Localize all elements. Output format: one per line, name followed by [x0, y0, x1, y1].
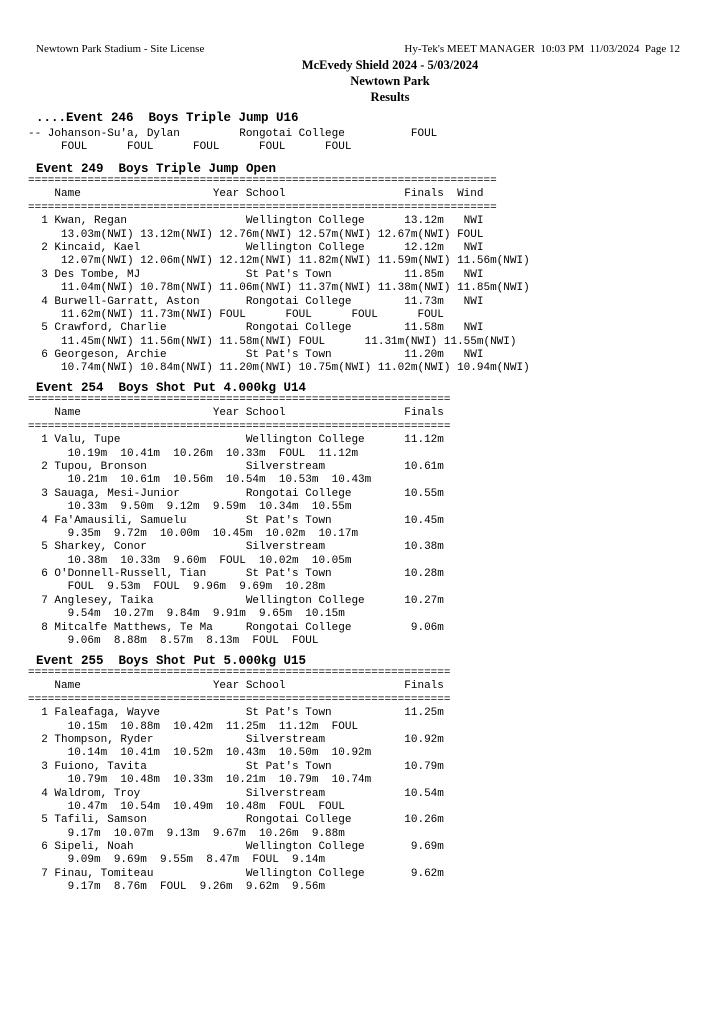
result-line: ================================================================	[28, 667, 451, 679]
result-line: -- Johanson-Su'a, Dylan Rongotai College FOUL	[28, 128, 438, 140]
event-255-title: Event 255 Boys Shot Put 5.000kg U15	[36, 654, 307, 668]
result-line: 2 Tupou, Bronson Silverstream 10.61m	[28, 460, 444, 473]
event-246-title: ....Event 246 Boys Triple Jump U16	[36, 111, 299, 125]
event-254-title: Event 254 Boys Shot Put 4.000kg U14	[36, 381, 307, 395]
result-line: 10.19m 10.41m 10.26m 10.33m FOUL 11.12m	[28, 447, 359, 460]
result-line: 4 Burwell-Garratt, Aston Rongotai College 11.73m NWI	[28, 295, 484, 308]
result-line: 12.07m(NWI) 12.06m(NWI) 12.12m(NWI) 11.82m(NWI) 11.59m(NWI) 11.56m(NWI)	[28, 255, 530, 268]
result-line: Name Year School Finals	[28, 680, 444, 693]
result-line: 5 Tafili, Samson Rongotai College 10.26m	[28, 814, 444, 827]
result-line: 10.33m 9.50m 9.12m 9.59m 10.34m 10.55m	[28, 501, 352, 514]
venue-title: Newtown Park	[350, 74, 430, 88]
result-line: Name Year School Finals Wind	[28, 188, 484, 201]
result-line: 6 O'Donnell-Russell, Tian St Pat's Town 10.28m	[28, 568, 444, 581]
result-line: ================================================================	[28, 693, 451, 706]
result-line: =======================================================================	[28, 175, 497, 187]
result-line: 3 Des Tombe, MJ St Pat's Town 11.85m NWI	[28, 268, 484, 281]
result-line: 6 Sipeli, Noah Wellington College 9.69m	[28, 841, 444, 854]
result-line: 9.17m 10.07m 9.13m 9.67m 10.26m 9.88m	[28, 827, 345, 840]
site-license-header: Newtown Park Stadium - Site License	[36, 43, 205, 55]
result-line: 2 Thompson, Ryder Silverstream 10.92m	[28, 733, 444, 746]
result-line: 11.62m(NWI) 11.73m(NWI) FOUL FOUL FOUL FOUL	[28, 308, 444, 321]
event-254-results	[28, 394, 450, 648]
results-title: Results	[370, 90, 410, 104]
result-line: 7 Finau, Tomiteau Wellington College 9.62m	[28, 867, 444, 880]
event-255-results	[28, 667, 450, 895]
result-line: 5 Sharkey, Conor Silverstream 10.38m	[28, 541, 444, 554]
result-line: 10.74m(NWI) 10.84m(NWI) 11.20m(NWI) 10.75m(NWI) 11.02m(NWI) 10.94m(NWI)	[28, 362, 530, 375]
result-line: 2 Kincaid, Kael Wellington College 12.12m NWI	[28, 241, 484, 254]
event-249-title: Event 249 Boys Triple Jump Open	[36, 162, 277, 176]
result-line: 9.17m 8.76m FOUL 9.26m 9.62m 9.56m	[28, 881, 326, 894]
result-line: 10.15m 10.88m 10.42m 11.25m 11.12m FOUL	[28, 720, 359, 733]
result-line: =======================================================================	[28, 201, 497, 214]
result-line: FOUL 9.53m FOUL 9.96m 9.69m 10.28m	[28, 581, 326, 594]
result-line: ================================================================	[28, 394, 451, 406]
result-line: 9.09m 9.69m 9.55m 8.47m FOUL 9.14m	[28, 854, 326, 867]
result-line: 10.47m 10.54m 10.49m 10.48m FOUL FOUL	[28, 800, 345, 813]
result-line: 11.04m(NWI) 10.78m(NWI) 11.06m(NWI) 11.37m(NWI) 11.38m(NWI) 11.85m(NWI)	[28, 282, 530, 295]
result-line: 3 Fuiono, Tavita St Pat's Town 10.79m	[28, 760, 444, 773]
result-line: 1 Faleafaga, Wayve St Pat's Town 11.25m	[28, 707, 444, 720]
result-line: 10.21m 10.61m 10.56m 10.54m 10.53m 10.43m	[28, 474, 372, 487]
result-line: 11.45m(NWI) 11.56m(NWI) 11.58m(NWI) FOUL 11.31m(NWI) 11.55m(NWI)	[28, 335, 517, 348]
result-line: 9.35m 9.72m 10.00m 10.45m 10.02m 10.17m	[28, 527, 359, 540]
meet-manager-header: Hy-Tek's MEET MANAGER 10:03 PM 11/03/2024 Page 12	[404, 43, 680, 55]
result-line: 9.06m 8.88m 8.57m 8.13m FOUL FOUL	[28, 635, 319, 648]
result-line: 13.03m(NWI) 13.12m(NWI) 12.76m(NWI) 12.57m(NWI) 12.67m(NWI) FOUL	[28, 228, 484, 241]
result-line: Name Year School Finals	[28, 407, 444, 420]
result-line: 4 Waldrom, Troy Silverstream 10.54m	[28, 787, 444, 800]
result-line: 9.54m 10.27m 9.84m 9.91m 9.65m 10.15m	[28, 608, 345, 621]
event-249-results	[28, 175, 530, 376]
result-line: 10.14m 10.41m 10.52m 10.43m 10.50m 10.92m	[28, 747, 372, 760]
result-line: 10.79m 10.48m 10.33m 10.21m 10.79m 10.74m	[28, 774, 372, 787]
result-line: 10.38m 10.33m 9.60m FOUL 10.02m 10.05m	[28, 554, 352, 567]
result-line: 7 Anglesey, Taika Wellington College 10.27m	[28, 594, 444, 607]
result-line: 1 Valu, Tupe Wellington College 11.12m	[28, 434, 444, 447]
result-line: 4 Fa'Amausili, Samuelu St Pat's Town 10.45m	[28, 514, 444, 527]
meet-title: McEvedy Shield 2024 - 5/03/2024	[301, 58, 479, 72]
result-line: ================================================================	[28, 420, 451, 433]
result-line: 6 Georgeson, Archie St Pat's Town 11.20m NWI	[28, 349, 484, 362]
event-246-results	[28, 128, 437, 155]
result-line: 5 Crawford, Charlie Rongotai College 11.58m NWI	[28, 322, 484, 335]
result-line: 3 Sauaga, Mesi-Junior Rongotai College 10.55m	[28, 487, 444, 500]
result-line: 1 Kwan, Regan Wellington College 13.12m NWI	[28, 215, 484, 228]
result-line: FOUL FOUL FOUL FOUL FOUL	[28, 141, 352, 154]
result-line: 8 Mitcalfe Matthews, Te Ma Rongotai College 9.06m	[28, 621, 444, 634]
